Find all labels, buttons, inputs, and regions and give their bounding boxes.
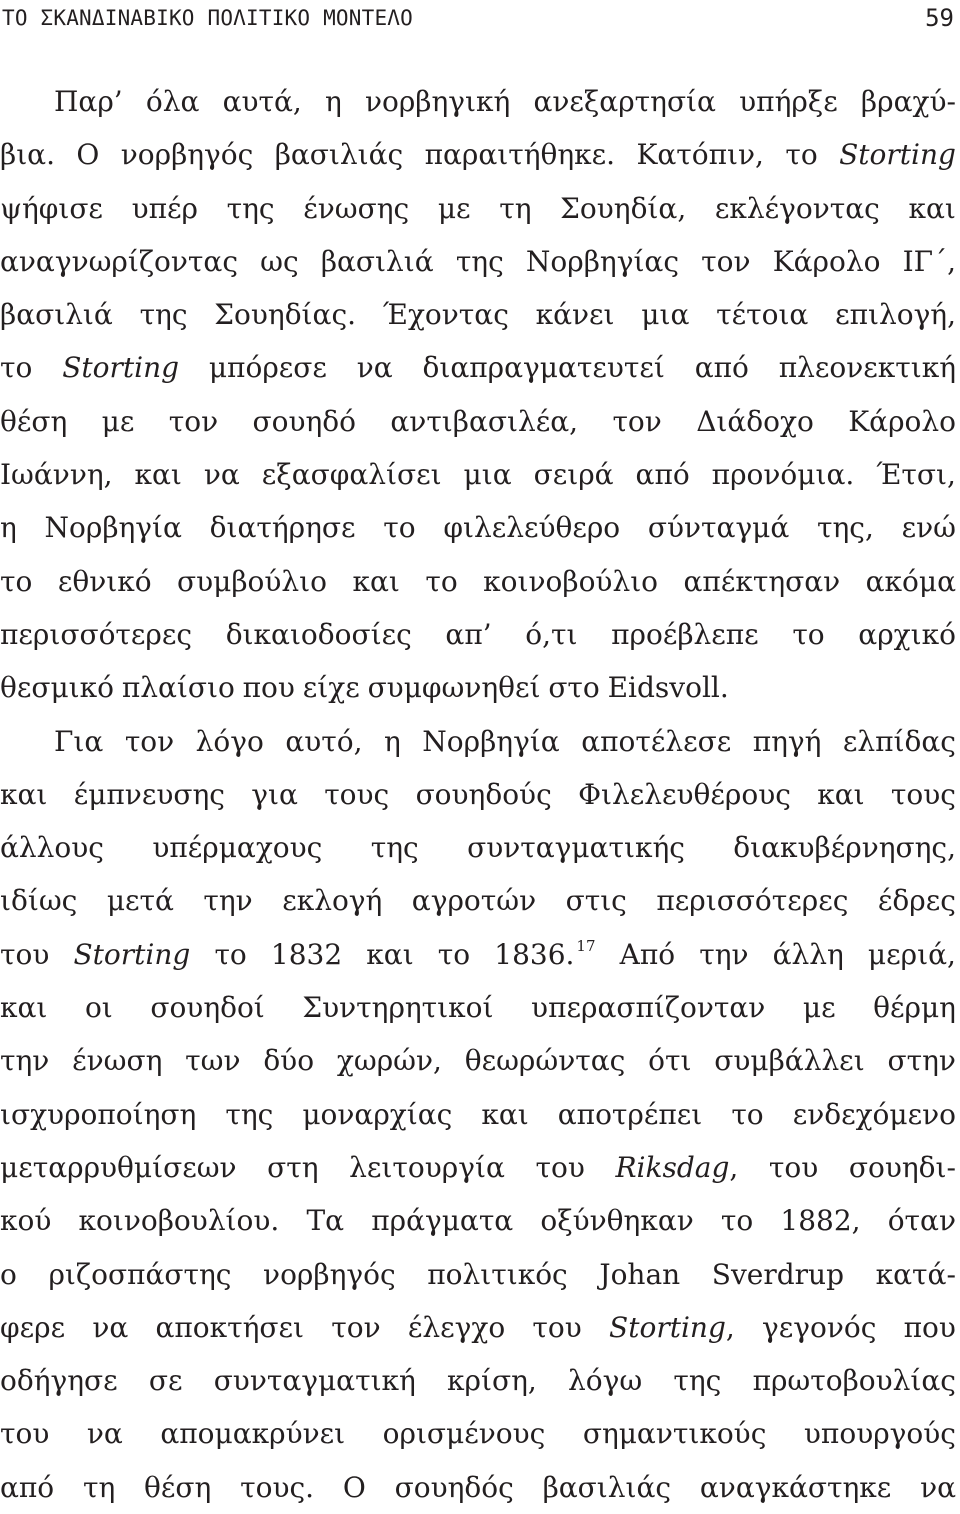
- word: να: [203, 458, 240, 492]
- word: θέση: [0, 404, 68, 438]
- word: ελπίδας: [842, 724, 956, 758]
- word: διατήρησε: [209, 511, 356, 545]
- word: διακυβέρνησης,: [733, 831, 956, 865]
- word: από: [694, 351, 749, 385]
- italic-term: Riksdag: [615, 1150, 730, 1184]
- word-text: 1836.: [494, 937, 575, 971]
- word: αρχικό: [858, 617, 956, 651]
- word: έμπνευσης: [73, 777, 225, 811]
- word: που: [903, 1310, 956, 1344]
- word: κοινοβούλιο: [483, 564, 659, 598]
- text-line: [0, 235, 956, 288]
- word: συμβούλιο: [177, 564, 328, 598]
- text-line: [0, 1194, 956, 1247]
- word: της: [455, 244, 504, 278]
- punctuation: ,: [725, 1310, 735, 1344]
- word: τέτοια: [716, 298, 809, 332]
- word: στις: [565, 884, 627, 918]
- word: σειρά: [533, 458, 614, 492]
- word: κού: [0, 1204, 52, 1238]
- word: ένωση: [72, 1044, 163, 1078]
- word: Johan: [599, 1257, 681, 1291]
- word: Τα: [306, 1204, 345, 1238]
- word: τους: [890, 777, 956, 811]
- word: ΙΓ΄,: [902, 244, 956, 278]
- word: το: [731, 1097, 764, 1131]
- word: γεγονός: [762, 1310, 877, 1344]
- word: από: [635, 458, 690, 492]
- word: το: [792, 617, 825, 651]
- word: υπέρ: [131, 191, 198, 225]
- word: υπουργούς: [803, 1417, 956, 1451]
- word: η: [384, 724, 401, 758]
- word: Παρ’: [54, 85, 123, 118]
- word: τη: [82, 1470, 116, 1504]
- word: στην: [887, 1044, 956, 1078]
- body-text: [0, 75, 956, 1514]
- word: θεσμικό: [0, 671, 115, 705]
- word: της: [673, 1364, 722, 1398]
- italic-term: Storting: [73, 937, 191, 971]
- text-line: [0, 928, 956, 981]
- word: άλλη: [772, 937, 844, 971]
- word: άλλους: [0, 831, 104, 865]
- word: υπέρμαχους: [152, 831, 323, 865]
- word: η: [0, 511, 17, 545]
- word: ο: [0, 1257, 17, 1291]
- word: 1882,: [780, 1204, 861, 1238]
- word: ακόμα: [865, 564, 956, 598]
- text-line: [0, 1088, 956, 1141]
- italic-term: Storting: [609, 1310, 726, 1344]
- text-line: [0, 608, 956, 661]
- word: στο: [548, 671, 600, 705]
- text-line: [0, 1354, 956, 1407]
- word: για: [251, 777, 298, 811]
- word: βασιλιάς: [274, 138, 404, 172]
- word: το: [0, 564, 33, 598]
- word: Ο: [342, 1470, 366, 1504]
- word: από: [0, 1470, 55, 1504]
- word: τον: [124, 724, 175, 758]
- running-title: ΤΟ ΣΚΑΝΔΙΝΑΒΙΚΟ ΠΟΛΙΤΙΚΟ ΜΟΝΤΕΛΟ: [2, 6, 413, 30]
- word: και: [481, 1097, 529, 1131]
- word: έδρες: [877, 884, 956, 918]
- word: κατά-: [875, 1257, 956, 1291]
- word: Από: [619, 937, 676, 971]
- word: ενώ: [901, 511, 956, 545]
- word: μεριά,: [867, 937, 956, 971]
- word: βασιλιά: [320, 244, 434, 278]
- word: του: [532, 1310, 582, 1344]
- word: το: [214, 937, 247, 971]
- word: ισχυροποίηση: [0, 1097, 197, 1131]
- word: τον: [701, 244, 751, 278]
- word: οδήγησε: [0, 1364, 118, 1398]
- word: θέρμη: [873, 991, 956, 1025]
- word: λειτουργία: [349, 1150, 505, 1184]
- word: σουηδι-: [848, 1150, 956, 1184]
- word: το: [0, 351, 33, 385]
- word: ό,τι: [525, 617, 578, 651]
- word: μετά: [106, 884, 174, 918]
- word: όλα: [145, 85, 200, 118]
- word: συμβάλλει: [714, 1044, 865, 1078]
- word: τους.: [240, 1470, 315, 1504]
- word: περισσότερες: [0, 617, 193, 651]
- word: αναγνωρίζοντας: [0, 244, 238, 278]
- text-line: [0, 1248, 956, 1301]
- word: και: [352, 564, 400, 598]
- running-head: [0, 4, 956, 34]
- word: προνόμια.: [711, 458, 855, 492]
- text-line: [0, 395, 956, 448]
- text-line: [0, 128, 956, 181]
- word: του: [768, 1150, 819, 1184]
- word: φιλελεύθερο: [443, 511, 621, 545]
- word: Νορβηγία: [44, 511, 182, 545]
- word: αυτό,: [285, 724, 363, 758]
- word: Eidsvoll.: [607, 671, 729, 705]
- text-line: [0, 75, 956, 128]
- word: μοναρχίας: [302, 1097, 453, 1131]
- word: αναγκάστηκε: [699, 1470, 892, 1504]
- word: σουηδός: [394, 1470, 514, 1504]
- word: ένωσης: [303, 191, 410, 225]
- word: που: [242, 671, 295, 705]
- word: πρωτοβουλίας: [752, 1364, 956, 1398]
- word: το: [383, 511, 416, 545]
- word: απέκτησαν: [683, 564, 841, 598]
- word: Φιλελευθέρους: [578, 777, 791, 811]
- word: 1832: [270, 937, 343, 971]
- text-line: [0, 874, 956, 927]
- word: βραχύ-: [860, 85, 956, 118]
- word: αποτρέπει: [557, 1097, 703, 1131]
- word: της: [226, 191, 275, 225]
- word: σημαντικούς: [582, 1417, 767, 1451]
- word: να: [86, 1417, 123, 1451]
- word: πράγματα: [371, 1204, 514, 1238]
- word: συνταγματικής: [467, 831, 685, 865]
- word: νορβηγική: [364, 85, 511, 118]
- word: οι: [84, 991, 113, 1025]
- word: [839, 128, 956, 181]
- word: μια: [641, 298, 690, 332]
- word: να: [356, 351, 393, 385]
- word: είχε: [302, 671, 360, 705]
- footnote-reference[interactable]: 17: [576, 936, 596, 955]
- word: με: [437, 191, 471, 225]
- word: σύνταγμά: [647, 511, 790, 545]
- text-line: [0, 768, 956, 821]
- word: το: [437, 937, 471, 971]
- text-line: [0, 1461, 956, 1514]
- word: Νορβηγίας: [525, 244, 680, 278]
- word: θέση: [144, 1470, 212, 1504]
- text-line: [0, 501, 956, 554]
- word: αποτέλεσε: [581, 724, 732, 758]
- word: [73, 928, 190, 981]
- word: βια.: [0, 138, 55, 172]
- word: ψήφισε: [0, 191, 103, 225]
- word: εθνικό: [57, 564, 152, 598]
- word: [615, 1141, 738, 1194]
- word: της: [370, 831, 419, 865]
- punctuation: ,: [729, 1150, 739, 1184]
- word: [609, 1301, 735, 1354]
- word: κρίση,: [447, 1364, 537, 1398]
- word: με: [802, 991, 836, 1025]
- word: με: [101, 404, 135, 438]
- word: τη: [499, 191, 532, 225]
- word: Κατόπιν,: [636, 138, 764, 172]
- word: το: [720, 1204, 754, 1238]
- word: το: [425, 564, 458, 598]
- word: διαπραγματευτεί: [422, 351, 665, 385]
- word: και: [908, 191, 956, 225]
- word: αντιβασιλέα,: [390, 404, 579, 438]
- text-line: [0, 1407, 956, 1460]
- text-line: [0, 1141, 956, 1194]
- word: του: [0, 937, 50, 971]
- word: Νορβηγία: [422, 724, 560, 758]
- word: σουηδό: [252, 404, 356, 438]
- word: ιδίως: [0, 884, 78, 918]
- word: εκλογή: [282, 884, 383, 918]
- word: εκλέγοντας: [714, 191, 880, 225]
- word: λόγο: [195, 724, 264, 758]
- word: λόγω: [568, 1364, 643, 1398]
- word: βασιλιάς: [542, 1470, 672, 1504]
- word: Σουηδίας.: [214, 298, 357, 332]
- word: και: [0, 991, 48, 1025]
- text-line: [0, 715, 956, 768]
- word: πηγή: [752, 724, 822, 758]
- word: αυτά,: [222, 85, 302, 118]
- word: υπήρξε: [739, 85, 838, 118]
- word: Ιωάννη,: [0, 458, 113, 492]
- word: απ’: [445, 617, 492, 651]
- word: βασιλιά: [0, 298, 113, 332]
- text-line: [0, 448, 956, 501]
- word: χωρών,: [336, 1044, 442, 1078]
- word: μεταρρυθμίσεων: [0, 1150, 237, 1184]
- word: να: [92, 1310, 129, 1344]
- word: [494, 928, 595, 986]
- word: και: [817, 777, 865, 811]
- word: απομακρύνει: [160, 1417, 346, 1451]
- word: της: [139, 298, 188, 332]
- word: σε: [148, 1364, 183, 1398]
- word: παραιτήθηκε.: [424, 138, 616, 172]
- word: Σουηδία,: [560, 191, 687, 225]
- word: Για: [54, 724, 104, 758]
- word: οξύνθηκαν: [540, 1204, 694, 1238]
- word: και: [134, 458, 182, 492]
- word: πολιτικός: [427, 1257, 568, 1291]
- italic-term: Storting: [839, 138, 956, 172]
- word: συνταγματική: [213, 1364, 416, 1398]
- word: τον: [612, 404, 662, 438]
- word: δικαιοδοσίες: [225, 617, 412, 651]
- word: η: [325, 85, 342, 118]
- word: την: [699, 937, 749, 971]
- word: Συντηρητικοί: [302, 991, 494, 1025]
- word: ενδεχόμενο: [792, 1097, 956, 1131]
- word: κοινοβουλίου.: [78, 1204, 280, 1238]
- text-line: [0, 1301, 956, 1354]
- text-line: [0, 1034, 956, 1087]
- word: πλεονεκτική: [778, 351, 956, 385]
- word: του: [535, 1150, 585, 1184]
- word: [62, 341, 179, 394]
- text-line: [0, 341, 956, 394]
- word: αγροτών: [411, 884, 537, 918]
- word: συμφωνηθεί: [367, 671, 541, 705]
- word: κάνει: [535, 298, 615, 332]
- word: ριζοσπάστης: [48, 1257, 232, 1291]
- word: το: [785, 138, 818, 172]
- word: Ο: [76, 138, 100, 172]
- word: Κάρολο: [772, 244, 881, 278]
- text-line: [0, 182, 956, 235]
- word: σουηδούς: [415, 777, 552, 811]
- word: δύο: [263, 1044, 315, 1078]
- word: Έτσι,: [876, 458, 956, 492]
- word: να: [920, 1470, 956, 1504]
- word: επιλογή,: [835, 298, 956, 332]
- word: μπόρεσε: [208, 351, 327, 385]
- word: και: [0, 777, 48, 811]
- word: ως: [260, 244, 299, 278]
- word: της: [225, 1097, 274, 1131]
- word: εξασφαλίσει: [261, 458, 442, 492]
- word: τους: [324, 777, 390, 811]
- word: την: [0, 1044, 50, 1078]
- text-line: [0, 555, 956, 608]
- word: μια: [463, 458, 512, 492]
- word: προέβλεπε: [611, 617, 759, 651]
- word: και: [366, 937, 414, 971]
- word: Έχοντας: [382, 298, 509, 332]
- word: των: [185, 1044, 241, 1078]
- word: φερε: [0, 1310, 66, 1344]
- word: σουηδοί: [150, 991, 265, 1025]
- word: αποκτήσει: [155, 1310, 305, 1344]
- word: θεωρώντας: [464, 1044, 626, 1078]
- word: περισσότερες: [656, 884, 849, 918]
- word: τον: [331, 1310, 381, 1344]
- word: νορβηγός: [120, 138, 254, 172]
- word: υπερασπίζονταν: [531, 991, 766, 1025]
- text-line: [0, 981, 956, 1034]
- word: νορβηγός: [263, 1257, 396, 1291]
- text-line: [0, 288, 956, 341]
- word: τον: [168, 404, 219, 438]
- word: όταν: [887, 1204, 956, 1238]
- word: του: [0, 1417, 50, 1451]
- text-line: [0, 821, 956, 874]
- word: έλεγχο: [407, 1310, 506, 1344]
- word: στη: [267, 1150, 319, 1184]
- page-number: 59: [925, 4, 954, 32]
- word: ορισμένους: [382, 1417, 546, 1451]
- italic-term: Storting: [62, 351, 180, 385]
- word: πλαίσιο: [121, 671, 235, 705]
- word: ότι: [648, 1044, 692, 1078]
- word: Sverdrup: [711, 1257, 845, 1291]
- word: ανεξαρτησία: [533, 85, 716, 118]
- word: Διάδοχο: [696, 404, 814, 438]
- word: την: [203, 884, 253, 918]
- word: της,: [817, 511, 874, 545]
- word: Κάρολο: [848, 404, 956, 438]
- text-line: [0, 661, 956, 714]
